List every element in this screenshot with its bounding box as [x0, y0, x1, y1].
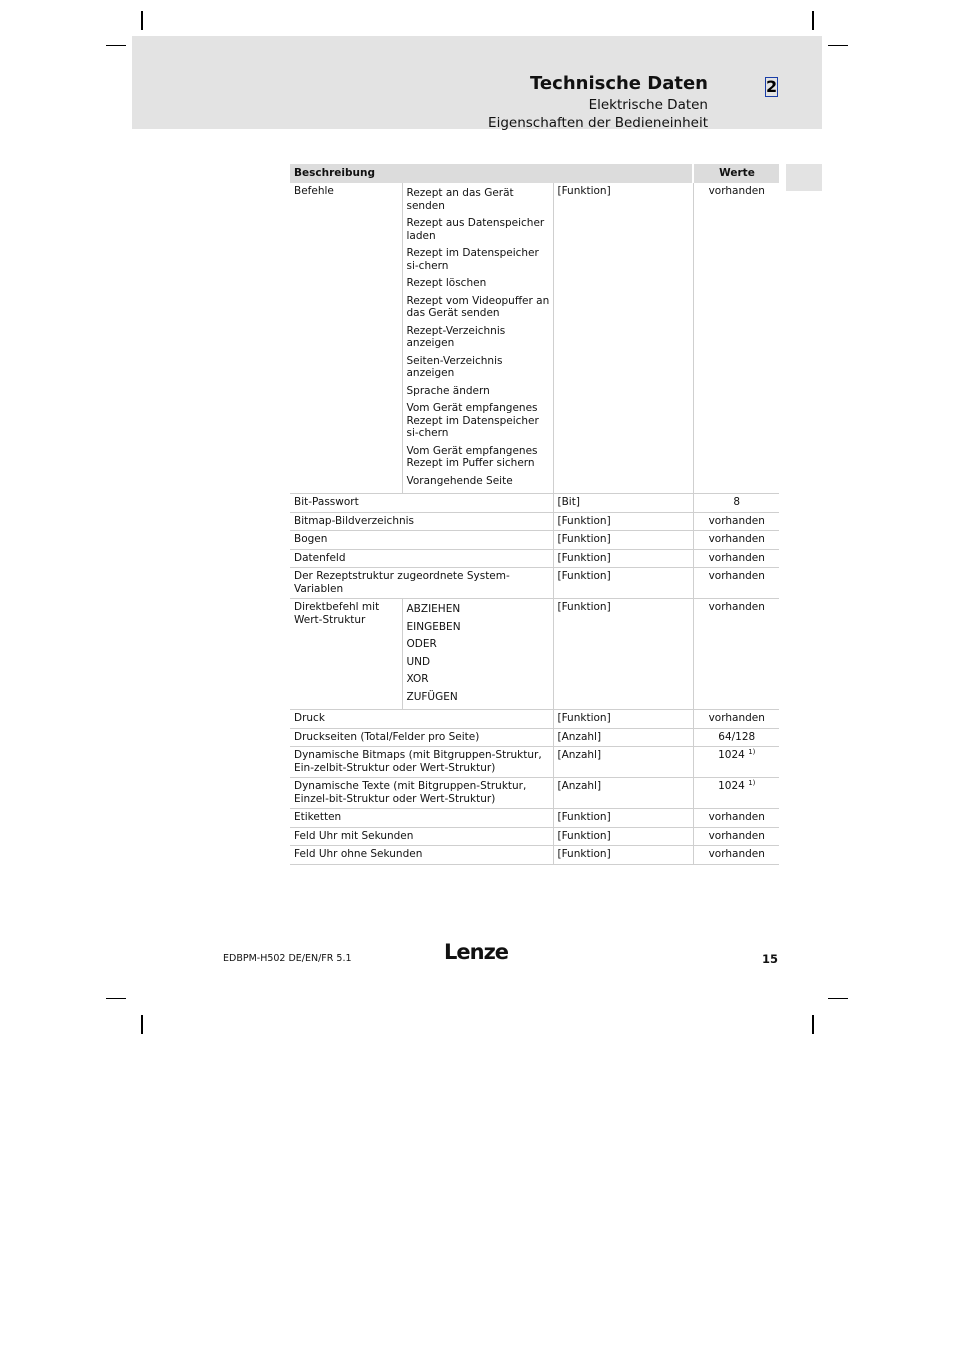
page-title: Technische Daten: [530, 73, 708, 94]
spec-table: [290, 164, 779, 865]
footnote-ref: 1): [748, 779, 756, 787]
row-value: [693, 827, 779, 846]
row-unit: [Anzahl]: [553, 747, 693, 778]
table-row: [290, 728, 779, 747]
row-label: Dynamische Bitmaps (mit Bitgruppen-Struktur, Ein-zelbit-Struktur oder Wert-Struktur): [290, 747, 553, 778]
row-label: Etiketten: [290, 809, 553, 828]
value-text: vorhanden: [708, 848, 765, 860]
table-row: [290, 494, 779, 513]
sub-item: Rezept aus Datenspeicher laden: [406, 217, 545, 242]
value-text: vorhanden: [708, 712, 765, 724]
value-text: vorhanden: [708, 811, 765, 823]
row-unit: [Funktion]: [553, 568, 693, 599]
table-row: [290, 568, 779, 599]
sub-item: Rezept-Verzeichnis anzeigen: [406, 324, 506, 349]
crop-mark: [141, 1015, 143, 1034]
value-text: vorhanden: [708, 829, 765, 842]
row-unit: [Funktion]: [553, 809, 693, 828]
sub-item: Vorangehende Seite: [406, 474, 513, 487]
row-value: 8: [693, 494, 779, 513]
row-value: [693, 728, 779, 747]
row-label: Dynamische Texte (mit Bitgruppen-Struktur, Einzel-bit-Struktur oder Wert-Struktur): [290, 778, 553, 809]
row-value: vorhanden: [693, 599, 779, 710]
brand-logo: Lenze: [444, 940, 509, 964]
section-subsubtitle: Eigenschaften der Bedieneinheit: [488, 115, 708, 131]
row-value: vorhanden: [693, 512, 779, 531]
sub-item: Seiten-Verzeichnis anzeigen: [406, 354, 503, 379]
crop-mark: [106, 998, 126, 999]
row-unit: [Anzahl]: [553, 728, 693, 747]
row-label: Bit-Passwort: [290, 494, 553, 513]
row-value: [693, 809, 779, 828]
row-unit: [Bit]: [553, 494, 693, 513]
crop-mark: [106, 45, 126, 46]
crop-mark: [828, 998, 848, 999]
row-label: Druck: [290, 710, 553, 729]
header-band: [132, 36, 822, 129]
sub-item: Vom Gerät empfangenes Rezept im Datenspeicher si-chern: [406, 402, 539, 439]
sub-item: ODER: [406, 638, 437, 650]
sub-item: ZUFÜGEN: [406, 690, 458, 703]
row-unit: [Funktion]: [553, 549, 693, 568]
table-row: [290, 846, 779, 865]
section-subtitle: Elektrische Daten: [588, 97, 708, 113]
row-unit: [Funktion]: [553, 846, 693, 865]
col-header-beschreibung: Beschreibung: [290, 164, 693, 183]
sub-item: Rezept löschen: [406, 277, 487, 289]
row-unit: [Anzahl]: [553, 778, 693, 809]
crop-mark: [812, 1015, 814, 1034]
row-label: Bitmap-Bildverzeichnis: [290, 512, 553, 531]
row-unit: [Funktion]: [553, 531, 693, 550]
row-value: vorhanden: [693, 183, 779, 494]
row-label: Direktbefehl mit Wert-Struktur: [290, 599, 402, 710]
side-tab: [786, 164, 822, 191]
sub-item: UND: [406, 655, 431, 668]
table-row: [290, 549, 779, 568]
crop-mark: [828, 45, 848, 46]
row-label: Datenfeld: [290, 549, 553, 568]
sub-list: [402, 183, 553, 494]
sub-item: ABZIEHEN: [406, 603, 461, 615]
row-unit: [Funktion]: [553, 183, 693, 494]
row-unit: [Funktion]: [553, 512, 693, 531]
table-row: [290, 183, 779, 494]
sub-item: Rezept an das Gerät senden: [406, 187, 514, 212]
sub-item: Vom Gerät empfangenes Rezept im Puffer sichern: [406, 444, 538, 469]
row-label: Der Rezeptstruktur zugeordnete System-Variablen: [290, 568, 553, 599]
row-value: vorhanden: [693, 531, 779, 550]
row-unit: [Funktion]: [553, 827, 693, 846]
row-value: [693, 846, 779, 865]
footnote-ref: 1): [748, 748, 756, 756]
sub-item: Rezept vom Videopuffer an das Gerät senden: [406, 294, 550, 319]
table-row: [290, 599, 779, 710]
row-unit: [Funktion]: [553, 710, 693, 729]
row-unit: [Funktion]: [553, 599, 693, 710]
row-value: [693, 747, 779, 778]
sub-item: EINGEBEN: [406, 620, 461, 633]
chapter-number: 2: [766, 77, 778, 96]
col-header-werte: Werte: [693, 164, 779, 183]
value-text: 1024: [718, 749, 745, 761]
table-row: [290, 512, 779, 531]
table-row: [290, 747, 779, 778]
table-row: [290, 827, 779, 846]
crop-mark: [141, 11, 143, 30]
sub-item: Sprache ändern: [406, 384, 490, 397]
value-text: 64/128: [718, 730, 756, 743]
document-id: EDBPM-H502 DE/EN/FR 5.1: [223, 953, 352, 964]
row-label: Befehle: [290, 183, 402, 494]
row-value: [693, 710, 779, 729]
crop-mark: [812, 11, 814, 30]
table-row: [290, 778, 779, 809]
row-label: Bogen: [290, 531, 553, 550]
row-value: [693, 778, 779, 809]
table-row: [290, 531, 779, 550]
row-value: vorhanden: [693, 568, 779, 599]
sub-list: [402, 599, 553, 710]
row-label: Feld Uhr mit Sekunden: [290, 827, 553, 846]
row-label: Druckseiten (Total/Felder pro Seite): [290, 728, 553, 747]
row-value: vorhanden: [693, 549, 779, 568]
sub-item: XOR: [406, 673, 429, 685]
table-row: [290, 809, 779, 828]
row-label: Feld Uhr ohne Sekunden: [290, 846, 553, 865]
sub-item: Rezept im Datenspeicher si-chern: [406, 247, 539, 272]
value-text: 1024: [718, 780, 745, 792]
page-number: 15: [762, 952, 779, 966]
table-row: [290, 710, 779, 729]
